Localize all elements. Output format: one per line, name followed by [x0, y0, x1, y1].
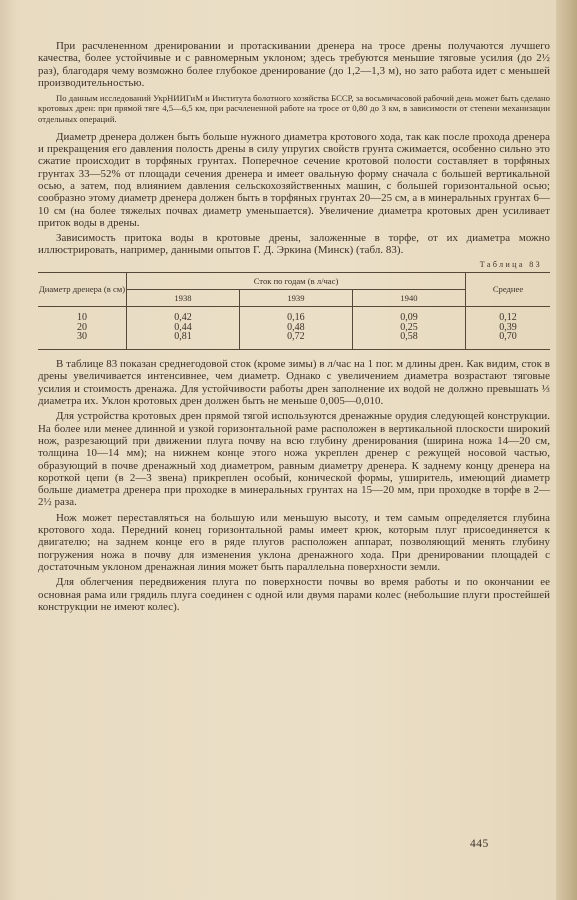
cell-average: 0,39	[466, 323, 551, 333]
page-number: 445	[470, 838, 489, 850]
cell-1938: 0,42	[127, 306, 240, 322]
text-column	[38, 40, 550, 616]
paragraph-7: Нож может переставляться на большую или меньшую высоту, и тем самым определяется глубина кротового хода. Передний конец горизонтальной рамы имеет крюк, которым плуг присоединяется к двигателю; на заднем конце его в ряде плугов расположен аппарат, позволяющий менять глубину погружения ножа в почву для изменения уклона дренажного хода. При дренировании площадей с достаточным уклоном дренажная линия может быть параллельна поверхности земли.	[38, 511, 550, 573]
cell-1938: 0,44	[127, 323, 240, 333]
paragraph-5: В таблице 83 показан среднегодовой сток (кроме зимы) в л/час на 1 пог. м длины дрен. Как видим, сток в дрены увеличивается интенсивнее, чем диаметр. Однако с увеличением диаметра возрастают тяговые усилия и стоимость дренажа. Для устойчивости работы дрен заполнение их водой не должно превышать ⅓ диаметра их. Уклон кротовых дрен должен быть не меньше 0,005—0,010.	[38, 358, 550, 408]
paragraph-3: Диаметр дренера должен быть больше нужного диаметра кротового хода, так как после прохода дренера и прекращения его давления полость дрены в силу упругих свойств грунта сжимается, особенно сильно это сжатие происходит в торфяных грунтах. Поперечное сечение кротовой полости составляет в торфяных грунтах 33—52% от площади сечения дренера и имеет овальную форму сначала с большей вертикальной осью, а затем, под влиянием давления сельскохозяйственных машин, с большей горизонтальной осью; сообразно этому диаметр дренера должен быть в торфяных грунтах 20—25 см, а в минеральных грунтах 6—10 см (на более тяжелых почвах диаметр уменьшается). Увеличение диаметра кротовых дрен усиливает приток воды в дрены.	[38, 130, 550, 229]
table-caption: Таблица 83	[479, 259, 542, 269]
header-year-1938: 1938	[127, 289, 240, 306]
cell-average: 0,70	[466, 332, 551, 349]
table-row	[38, 332, 550, 349]
cell-1938: 0,81	[127, 332, 240, 349]
cell-1940: 0,09	[352, 306, 465, 322]
table-row	[38, 306, 550, 322]
paragraph-1: При расчлененном дренировании и протаскивании дренера на тросе дрены получаются лучшего качества, более устойчивые и с равномерным уклоном; здесь требуются меньшие тяговые усилия (до 2½ раз), благодаря чему возможно более глубокое дренирование (до 1,2—1,3 м), но зато работа идет с меньшей производительностью.	[38, 40, 550, 89]
header-year-1939: 1939	[239, 289, 352, 306]
cell-1939: 0,72	[239, 332, 352, 349]
cell-average: 0,12	[466, 306, 551, 322]
note-paragraph: По данным исследований УкрНИИГиМ и Института болотного хозяйства БССР, за восьмичасовой рабочий день может быть сделано кротовых дрен: при прямой тяге 4,5—6,5 км, при расчлененной работе на тросе от 0,80 до 3 км, в зависимости от степени механизации отдельных операций.	[38, 93, 550, 124]
cell-1940: 0,25	[352, 323, 465, 333]
paragraph-8: Для облегчения передвижения плуга по поверхности почвы во время работы и по окончании ее основная рама или грядиль плуга соединен с одной или двумя парами колес (небольшие плуги простейшей конструкции не имеют колес).	[38, 576, 550, 613]
header-diameter: Диаметр дренера (в см)	[38, 272, 127, 306]
cell-1940: 0,58	[352, 332, 465, 349]
cell-1939: 0,48	[239, 323, 352, 333]
cell-1939: 0,16	[239, 306, 352, 322]
cell-diameter: 30	[38, 332, 127, 349]
paragraph-4: Зависимость притока воды в кротовые дрены, заложенные в торфе, от их диаметра можно иллюстрировать, например, данными опытов Г. Д. Эркина (Минск) (табл. 83).	[38, 232, 550, 257]
cell-diameter: 10	[77, 311, 87, 323]
cell-diameter: 20	[77, 321, 87, 333]
header-year-1940: 1940	[352, 289, 465, 306]
header-flow-by-years: Сток по годам (в л/час)	[127, 272, 466, 289]
table-83	[38, 272, 550, 350]
header-average: Среднее	[466, 272, 551, 306]
paragraph-6: Для устройства кротовых дрен прямой тягой используются дренажные орудия следующей конструкции. На более или менее длинной и узкой горизонтальной раме расположен в вертикальной плоскости широкий нож, разрезающий при движении плуга почву на всю глубину дренирования (ширина ножа 14—20 см, толщина 10—14 мм); на нижнем конце этого ножа укреплен дренер с режущей носовой частью, образующий в почве дренажный ход диаметром, равным диаметру дренера. К заднему концу дренера на короткой цепи (в 2—3 звена) прикреплен особый, конической формы, уширитель, имеющий диаметр больше диаметра дренера при проходке в минеральных грунтах на 15—20 мм, при проходке в торфе в 2—2½ раза.	[38, 410, 550, 509]
